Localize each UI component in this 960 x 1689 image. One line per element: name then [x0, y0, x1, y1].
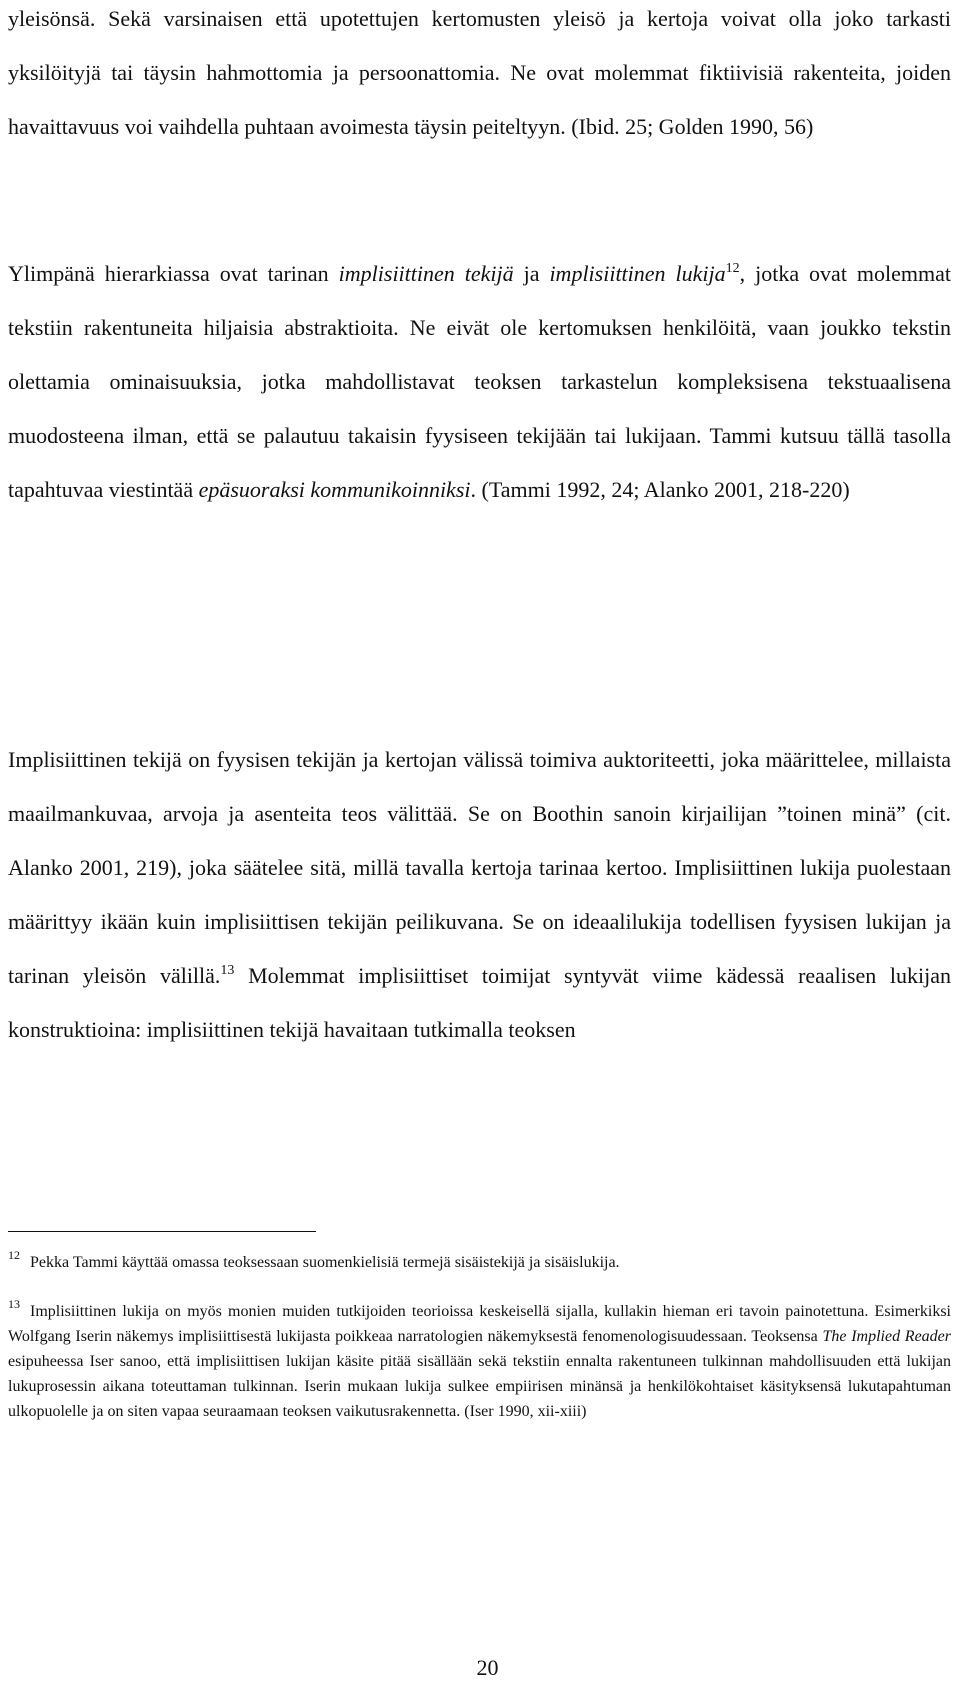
body-paragraph-3	[8, 733, 951, 1057]
paragraph-2-text-d: . (Tammi 1992, 24; Alanko 2001, 218-220)	[470, 477, 850, 502]
paragraph-3-text-b: Molemmat implisiittiset toimijat syntyvät viime kädessä reaalisen lukijan konstruktioina: implisiittinen tekijä havaitaan tutkimalla teoksen	[8, 963, 951, 1042]
term-implied-author: implisiittinen tekijä	[338, 261, 514, 286]
paragraph-2-text-c: , jotka ovat molemmat tekstiin rakentuneita hiljaisia abstraktioita. Ne eivät ole kertomuksen henkilöitä, vaan joukko tekstin olettamia ominaisuuksia, jotka mahdollistavat teoksen tarkastelun kompleksisena tekstuaalisena muodosteena ilman, että se palautuu takaisin fyysiseen tekijään tai lukijaan. Tammi kutsuu tällä tasolla tapahtuvaa viestintää	[8, 261, 951, 502]
paragraph-2-text-a: Ylimpänä hierarkiassa ovat tarinan	[8, 261, 339, 286]
footnote-ref-13[interactable]: 13	[220, 963, 235, 978]
footnote-12	[8, 1250, 951, 1275]
page-number: 20	[476, 1655, 499, 1680]
paragraph-2-text-b: ja	[513, 261, 550, 286]
paragraph-1-text: yleisönsä. Sekä varsinaisen että upotettujen kertomusten yleisö ja kertoja voivat olla joko tarkasti yksilöityjä tai täysin hahmottomia ja persoonattomia. Ne ovat molemmat fiktiivisiä rakenteita, joiden havaittavuus voi vaihdella puhtaan avoimesta täysin peiteltyyn. (Ibid. 25; Golden 1990, 56)	[8, 6, 951, 139]
term-indirect-communication: epäsuoraksi kommunikoinniksi	[198, 477, 471, 502]
footnote-13	[8, 1299, 951, 1424]
footnote-ref-12[interactable]: 12	[725, 261, 740, 276]
book-title-implied-reader: The Implied Reader	[822, 1328, 951, 1345]
footnote-13-text-a: Implisiittinen lukija on myös monien muiden tutkijoiden teorioissa keskeisellä sijalla, kullakin hieman eri tavoin painotettuna. Esimerkiksi Wolfgang Iserin näkemys implisiittisestä lukijasta poikkeaa narratologien näkemyksestä fenomenologisuudessaan. Teoksensa	[8, 1303, 951, 1345]
footnote-13-marker: 13	[8, 1297, 20, 1311]
body-paragraph-1	[8, 0, 951, 154]
footnote-12-text: Pekka Tammi käyttää omassa teoksessaan suomenkielisiä termejä sisäistekijä ja sisäislukija.	[30, 1254, 620, 1271]
footnote-12-marker: 12	[8, 1248, 20, 1262]
footnote-13-text-b: esipuheessa Iser sanoo, että implisiittisen lukijan käsite pitää sisällään sekä tekstiin ennalta rakentuneen tulkinnan mahdollisuuden että lukijan lukuprosessin aikana toteuttaman tulkinnan. Iserin mukaan lukija sulkee empiirisen minänsä ja henkilökohtaiset käsityksensä lukutapahtuman ulkopuolelle ja on siten vapaa seuraamaan teoksen vaikutusrakennetta. (Iser 1990, xii-xiii)	[8, 1353, 951, 1420]
footnote-separator	[8, 1231, 316, 1232]
term-implied-reader: implisiittinen lukija	[549, 261, 726, 286]
body-paragraph-2	[8, 247, 951, 517]
paragraph-3-text-a: Implisiittinen tekijä on fyysisen tekijän ja kertojan välissä toimiva auktoriteetti, joka määrittelee, millaista maailmankuvaa, arvoja ja asenteita teos välittää. Se on Boothin sanoin kirjailijan ”toinen minä” (cit. Alanko 2001, 219), joka säätelee sitä, millä tavalla kertoja tarinaa kertoo. Implisiittinen lukija puolestaan määrittyy ikään kuin implisiittisen tekijän peilikuvana. Se on ideaalilukija todellisen fyysisen lukijan ja tarinan yleisön välillä.	[8, 747, 951, 988]
